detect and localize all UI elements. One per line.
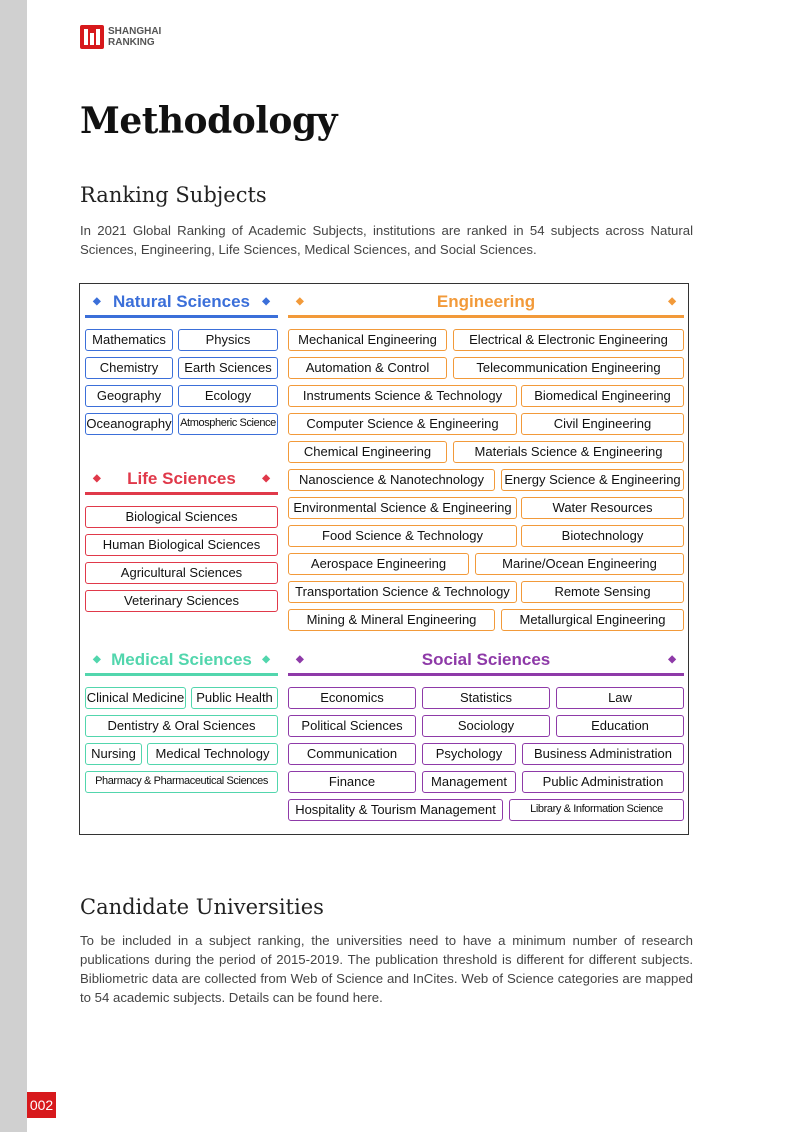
subject-chip: Ecology — [178, 385, 278, 407]
subject-chip: Education — [556, 715, 684, 737]
medical-sciences-header — [85, 646, 278, 676]
subject-chip: Electrical & Electronic Engineering — [453, 329, 684, 351]
subject-chip: Marine/Ocean Engineering — [475, 553, 684, 575]
life-sciences-title: Life Sciences — [127, 469, 236, 488]
subject-chip: Psychology — [422, 743, 516, 765]
diamond-icon: ◆ — [296, 654, 304, 665]
candidate-universities-heading: Candidate Universities — [80, 895, 324, 919]
subject-chip: Materials Science & Engineering — [453, 441, 684, 463]
subject-chip: Dentistry & Oral Sciences — [85, 715, 278, 737]
subject-chip: Nanoscience & Nanotechnology — [288, 469, 495, 491]
subject-chip: Political Sciences — [288, 715, 416, 737]
subject-chip: Biological Sciences — [85, 506, 278, 528]
ranking-subjects-heading: Ranking Subjects — [80, 183, 267, 207]
diamond-icon: ◆ — [668, 654, 676, 665]
subject-chip: Clinical Medicine — [85, 687, 186, 709]
subject-chip: Biotechnology — [521, 525, 684, 547]
subject-chip: Aerospace Engineering — [288, 553, 469, 575]
subject-chip: Law — [556, 687, 684, 709]
subject-chip: Remote Sensing — [521, 581, 684, 603]
subject-chip: Economics — [288, 687, 416, 709]
side-bar — [0, 0, 27, 1132]
diamond-icon: ◆ — [668, 296, 676, 307]
subject-chip: Mining & Mineral Engineering — [288, 609, 495, 631]
subject-chip: Oceanography — [85, 413, 173, 435]
subject-chip: Sociology — [422, 715, 550, 737]
page-title: Methodology — [80, 100, 338, 142]
subject-chip: Communication — [288, 743, 416, 765]
logo-text — [108, 26, 161, 48]
subjects-diagram — [79, 283, 689, 835]
subject-chip: Automation & Control — [288, 357, 447, 379]
medical-sciences-title: Medical Sciences — [111, 650, 252, 669]
diamond-icon: ◆ — [93, 654, 101, 665]
life-sciences-header — [85, 465, 278, 495]
subject-chip: Computer Science & Engineering — [288, 413, 517, 435]
diamond-icon: ◆ — [93, 296, 101, 307]
diamond-icon: ◆ — [296, 296, 304, 307]
natural-sciences-header — [85, 288, 278, 318]
subject-chip: Finance — [288, 771, 416, 793]
subject-chip: Public Administration — [522, 771, 684, 793]
subject-chip: Geography — [85, 385, 173, 407]
subject-chip: Telecommunication Engineering — [453, 357, 684, 379]
logo-mark-icon — [80, 25, 104, 49]
diamond-icon: ◆ — [93, 473, 101, 484]
subject-chip: Library & Information Science — [509, 799, 684, 821]
subject-chip: Instruments Science & Technology — [288, 385, 517, 407]
subject-chip: Energy Science & Engineering — [501, 469, 684, 491]
subject-chip: Agricultural Sciences — [85, 562, 278, 584]
subject-chip: Chemical Engineering — [288, 441, 447, 463]
subject-chip: Chemistry — [85, 357, 173, 379]
subject-chip: Pharmacy & Pharmaceutical Sciences — [85, 771, 278, 793]
subject-chip: Food Science & Technology — [288, 525, 517, 547]
logo-line-1: SHANGHAI — [108, 26, 162, 37]
subject-chip: Physics — [178, 329, 278, 351]
social-sciences-title: Social Sciences — [421, 650, 551, 669]
subject-chip: Mechanical Engineering — [288, 329, 447, 351]
natural-sciences-title: Natural Sciences — [112, 292, 250, 311]
subject-chip: Business Administration — [522, 743, 684, 765]
subject-chip: Statistics — [422, 687, 550, 709]
subject-chip: Hospitality & Tourism Management — [288, 799, 503, 821]
diamond-icon: ◆ — [262, 473, 270, 484]
subject-chip: Atmospheric Science — [178, 413, 278, 435]
subject-chip: Human Biological Sciences — [85, 534, 278, 556]
subject-chip: Nursing — [85, 743, 142, 765]
social-sciences-header — [288, 646, 684, 676]
diamond-icon: ◆ — [262, 654, 270, 665]
subject-chip: Veterinary Sciences — [85, 590, 278, 612]
logo-line-2: RANKING — [108, 37, 155, 48]
subject-chip: Medical Technology — [147, 743, 278, 765]
engineering-header — [288, 288, 684, 318]
subject-chip: Management — [422, 771, 516, 793]
subject-chip: Transportation Science & Technology — [288, 581, 517, 603]
subject-chip: Civil Engineering — [521, 413, 684, 435]
subject-chip: Public Health — [191, 687, 278, 709]
ranking-subjects-text: In 2021 Global Ranking of Academic Subjects, institutions are ranked in 54 subjects across Natural Sciences, Engineering, Life Sciences, Medical Sciences, and Social Sciences. — [80, 223, 693, 257]
subject-chip: Environmental Science & Engineering — [288, 497, 517, 519]
subject-chip: Earth Sciences — [178, 357, 278, 379]
subject-chip: Metallurgical Engineering — [501, 609, 684, 631]
subject-chip: Mathematics — [85, 329, 173, 351]
candidate-universities-text: To be included in a subject ranking, the universities need to have a minimum number of research publications during the period of 2015-2019. The publication threshold is different for different subjects. Bibliometric data are collected from Web of Science and InCites. Web of Science categories are mapped to 54 academic subjects. Details can be found here. — [80, 933, 693, 1005]
subject-chip: Water Resources — [521, 497, 684, 519]
engineering-title: Engineering — [436, 292, 536, 311]
page-number: 002 — [27, 1092, 56, 1118]
diamond-icon: ◆ — [262, 296, 270, 307]
subject-chip: Biomedical Engineering — [521, 385, 684, 407]
